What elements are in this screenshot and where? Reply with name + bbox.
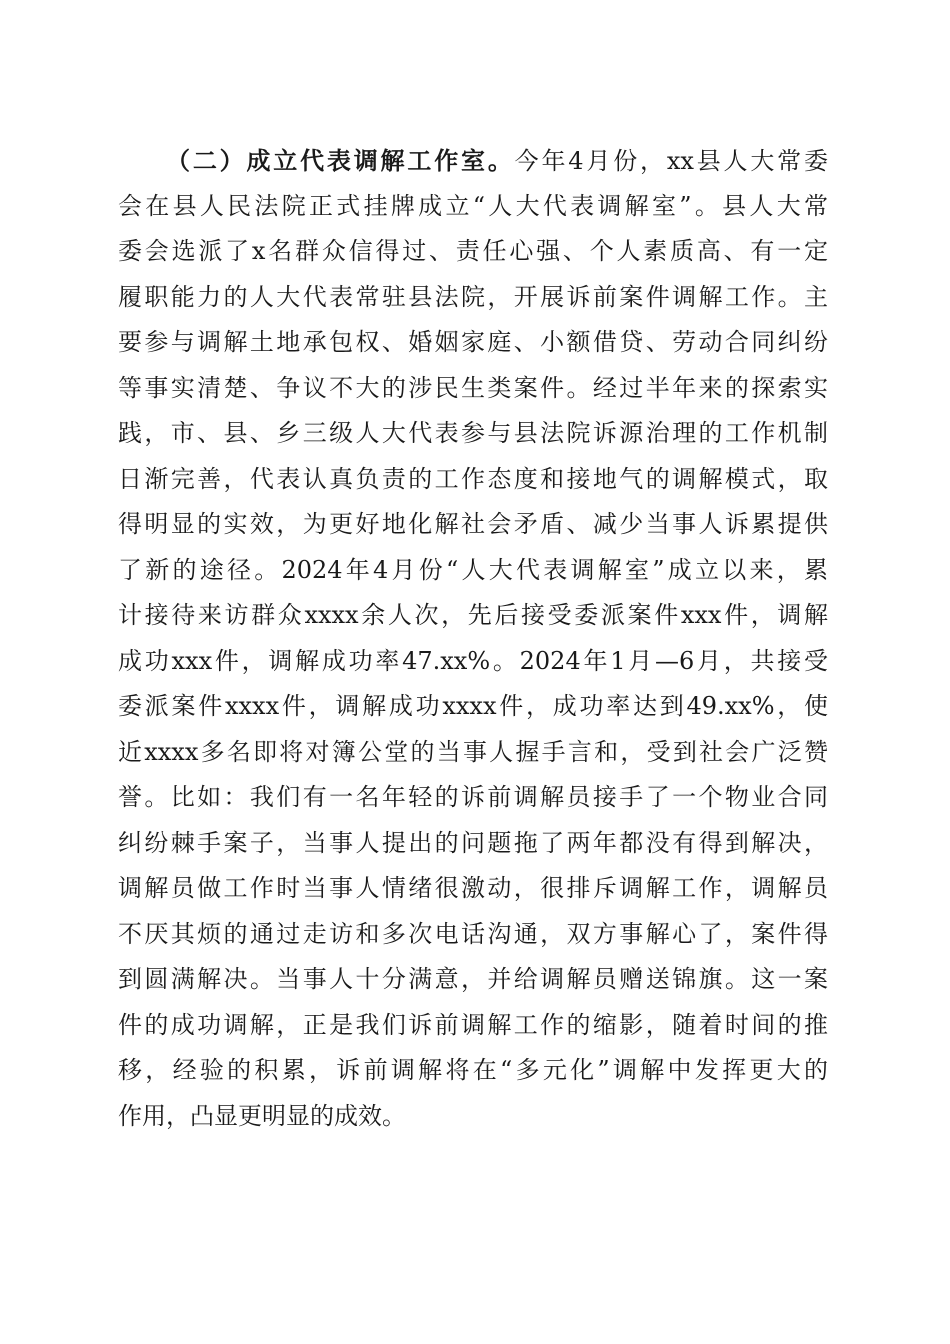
paragraph-line-10: 了新的途径。2024年4月份“人大代表调解室”成立以来，累	[118, 555, 828, 584]
paragraph-line-12: 成功xxx件，调解成功率47.xx%。2024年1月—6月，共接受	[118, 646, 828, 675]
paragraph-line-21: 移，经验的积累，诉前调解将在“多元化”调解中发挥更大的	[118, 1056, 828, 1084]
paragraph-line-7: 践，市、县、乡三级人大代表参与县法院诉源治理的工作机制	[118, 419, 828, 447]
paragraph-line-8: 日渐完善，代表认真负责的工作态度和接地气的调解模式，取	[118, 464, 828, 493]
paragraph-line-18: 不厌其烦的通过走访和多次电话沟通，双方事解心了，案件得	[118, 919, 828, 948]
paragraph-line-9: 得明显的实效，为更好地化解社会矛盾、减少当事人诉累提供	[118, 510, 828, 538]
paragraph-line-14: 近xxxx多名即将对簿公堂的当事人握手言和，受到社会广泛赞	[118, 737, 828, 766]
paragraph-line-22: 作用，凸显更明显的成效。	[118, 1101, 406, 1130]
paragraph-line-16: 纠纷棘手案子，当事人提出的问题拖了两年都没有得到解决，	[118, 828, 828, 857]
paragraph-line-6: 等事实清楚、争议不大的涉民生类案件。经过半年来的探索实	[118, 373, 828, 402]
paragraph-line-15: 誉。比如：我们有一名年轻的诉前调解员接手了一个物业合同	[118, 783, 828, 811]
paragraph-line-4: 履职能力的人大代表常驻县法院，开展诉前案件调解工作。主	[118, 282, 828, 311]
body-paragraph	[118, 138, 828, 1139]
paragraph-line-1	[118, 138, 828, 184]
line-text-1: 今年4月份，xx县人大常委	[514, 147, 829, 175]
paragraph-line-3: 委会选派了x名群众信得过、责任心强、个人素质高、有一定	[118, 237, 828, 265]
paragraph-line-13: 委派案件xxxx件，调解成功xxxx件，成功率达到49.xx%，使	[118, 692, 828, 720]
paragraph-line-20: 件的成功调解，正是我们诉前调解工作的缩影，随着时间的推	[118, 1010, 828, 1039]
paragraph-line-19: 到圆满解决。当事人十分满意，并给调解员赠送锦旗。这一案	[118, 965, 828, 993]
paragraph-line-11: 计接待来访群众xxxx余人次，先后接受委派案件xxx件，调解	[118, 601, 828, 629]
paragraph-line-17: 调解员做工作时当事人情绪很激动，很排斥调解工作，调解员	[118, 874, 828, 902]
paragraph-line-5: 要参与调解土地承包权、婚姻家庭、小额借贷、劳动合同纠纷	[118, 328, 828, 356]
paragraph-line-2: 会在县人民法院正式挂牌成立“人大代表调解室”。县人大常	[118, 191, 828, 220]
section-heading: （二）成立代表调解工作室。	[166, 146, 515, 175]
